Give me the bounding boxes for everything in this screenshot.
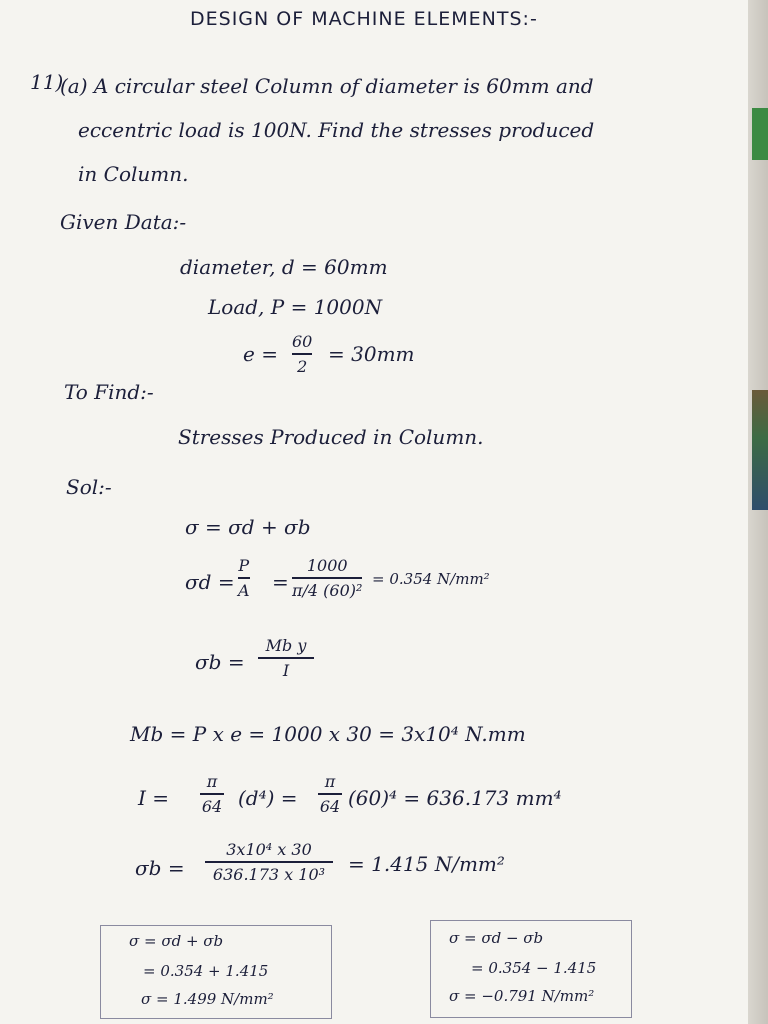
result-max-line-2: = 0.354 + 1.415 [143,962,269,980]
given-e-numerator: 60 [292,332,313,351]
direct-stress-denominator-1: A [238,580,250,600]
bending-stress-value-result: = 1.415 N/mm² [348,852,505,876]
moment-of-inertia-numerator-2: π [324,772,336,791]
question-line-2: eccentric load is 100N. Find the stresses produced [78,118,595,142]
bending-stress-denominator: I [282,660,290,680]
result-min-line-3: σ = −0.791 N/mm² [449,987,595,1005]
moment-of-inertia-lhs: I = [138,786,170,810]
to-find-heading: To Find:- [64,380,154,404]
background-strip [752,108,768,160]
bending-stress-numerator: Mb y [265,636,307,655]
result-max-line-1: σ = σd + σb [129,932,224,950]
moment-of-inertia-fraction-2 [318,772,342,816]
moment-of-inertia-result: (60)⁴ = 636.173 mm⁴ [348,786,562,810]
question-line-1: (a) A circular steel Column of diameter is 60mm and [60,74,594,98]
bending-stress-value-lhs: σb = [135,856,185,880]
given-e-denominator: 2 [297,356,308,376]
solution-heading: Sol:- [66,475,112,499]
moment-of-inertia-numerator-1: π [206,772,218,791]
given-e-lhs: e = [243,342,278,366]
moment-of-inertia-middle: (d⁴) = [238,786,298,810]
given-e-rhs: = 30mm [328,342,415,366]
direct-stress-fraction-1 [238,556,250,600]
direct-stress-denominator-2: π/4 (60)² [292,580,363,600]
question-line-3: in Column. [78,162,189,186]
moment-of-inertia-fraction-1 [200,772,224,816]
result-min-line-2: = 0.354 − 1.415 [471,959,597,977]
fraction-bar [292,353,312,355]
given-heading: Given Data:- [60,210,187,234]
given-diameter: diameter, d = 60mm [180,255,388,279]
given-e-fraction [292,332,312,376]
direct-stress-result: = 0.354 N/mm² [372,570,490,588]
stress-equation: σ = σd + σb [185,515,311,539]
background-strip-lower [752,390,768,510]
bending-stress-value-numerator: 3x10⁴ x 30 [226,840,312,859]
to-find-text: Stresses Produced in Column. [178,425,484,449]
moment-of-inertia-denominator-2: 64 [319,796,341,816]
bending-moment-equation: Mb = P x e = 1000 x 30 = 3x10⁴ N.mm [130,722,526,746]
bending-stress-value-fraction [205,840,333,884]
direct-stress-numerator-2: 1000 [306,556,348,575]
given-load: Load, P = 1000N [208,295,383,319]
fraction-bar [238,577,250,579]
moment-of-inertia-denominator-1: 64 [201,796,223,816]
result-box-min [430,920,632,1018]
direct-stress-numerator-1: P [238,556,250,575]
bending-stress-fraction [258,636,314,680]
fraction-bar [292,577,362,579]
direct-stress-equals: = [272,570,289,594]
fraction-bar [258,657,314,659]
result-box-max [100,925,332,1019]
result-max-line-3: σ = 1.499 N/mm² [141,990,274,1008]
result-min-line-1: σ = σd − σb [449,929,544,947]
fraction-bar [205,861,333,863]
page-title: DESIGN OF MACHINE ELEMENTS:- [190,8,538,30]
bending-stress-value-denominator: 636.173 x 10³ [212,864,326,884]
bending-stress-lhs: σb = [195,650,245,674]
fraction-bar [318,793,342,795]
fraction-bar [200,793,224,795]
question-number: 11) [30,70,64,94]
direct-stress-fraction-2 [292,556,362,600]
direct-stress-lhs: σd = [185,570,235,594]
